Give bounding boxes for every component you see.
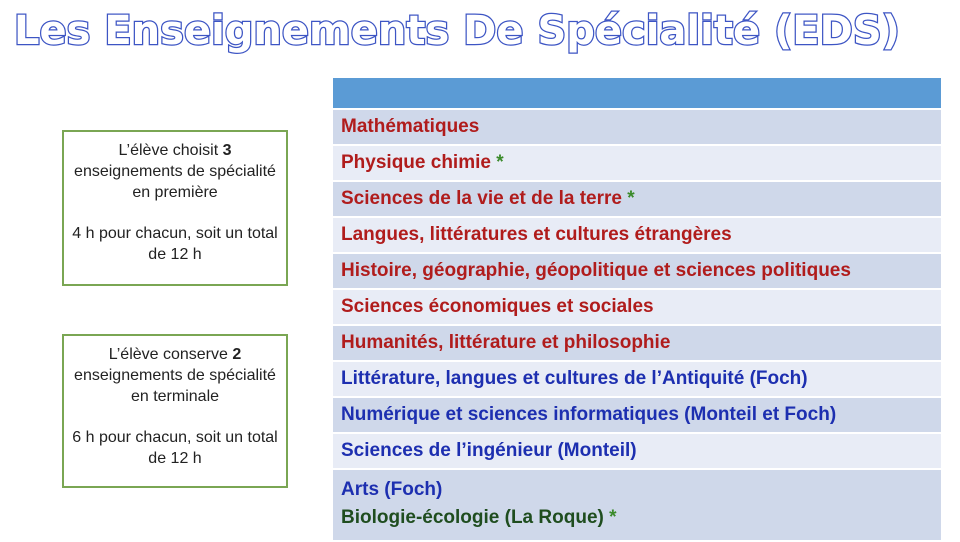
table-row bbox=[333, 398, 941, 434]
table-row bbox=[333, 110, 941, 146]
table-row bbox=[333, 290, 941, 326]
subject-name: Sciences économiques et sociales bbox=[341, 296, 654, 317]
subject-name: Sciences de l’ingénieur (Monteil) bbox=[341, 440, 637, 461]
premiere-choice-text bbox=[72, 140, 278, 203]
table-row bbox=[333, 470, 941, 542]
asterisk-marker: * bbox=[490, 152, 504, 173]
terminale-choice-prefix: L’élève conserve bbox=[108, 346, 233, 363]
subject-name: Physique chimie bbox=[341, 152, 491, 173]
subject-name: Langues, littératures et cultures étrangères bbox=[341, 224, 732, 245]
subject-name: Littérature, langues et cultures de l’Antiquité (Foch) bbox=[341, 368, 808, 389]
subject-name: Numérique et sciences informatiques (Monteil et Foch) bbox=[341, 404, 837, 425]
table-row bbox=[333, 362, 941, 398]
terminale-choice-count: 2 bbox=[232, 346, 242, 363]
subject-name: Sciences de la vie et de la terre bbox=[341, 188, 622, 209]
terminale-hours-text: 6 h pour chacun, soit un total de 12 h bbox=[72, 429, 278, 467]
premiere-choice-prefix: L’élève choisit bbox=[118, 142, 223, 159]
subject-name-line bbox=[341, 504, 941, 532]
subject-name: Arts (Foch) bbox=[341, 479, 443, 500]
subject-name: Histoire, géographie, géopolitique et sciences politiques bbox=[341, 260, 851, 281]
terminale-choice-suffix: enseignements de spécialité en terminale bbox=[74, 367, 276, 405]
asterisk-marker: * bbox=[603, 507, 617, 528]
premiere-choice-suffix: enseignements de spécialité en première bbox=[74, 163, 276, 201]
table-row bbox=[333, 218, 941, 254]
subject-name: Mathématiques bbox=[341, 116, 480, 137]
terminale-info-box bbox=[62, 334, 288, 488]
table-row bbox=[333, 146, 941, 182]
subjects-table bbox=[333, 78, 941, 542]
premiere-info-box bbox=[62, 130, 288, 286]
table-row bbox=[333, 434, 941, 470]
premiere-choice-count: 3 bbox=[222, 142, 232, 159]
premiere-hours-text: 4 h pour chacun, soit un total de 12 h bbox=[72, 225, 278, 263]
page-title: Les Enseignements De Spécialité (EDS) bbox=[14, 8, 900, 54]
table-row bbox=[333, 254, 941, 290]
subject-name: Biologie-écologie (La Roque) bbox=[341, 507, 604, 528]
table-row bbox=[333, 182, 941, 218]
terminale-choice-text bbox=[72, 344, 278, 407]
subject-name: Humanités, littérature et philosophie bbox=[341, 332, 671, 353]
asterisk-marker: * bbox=[621, 188, 635, 209]
table-row bbox=[333, 326, 941, 362]
table-header bbox=[333, 78, 941, 110]
